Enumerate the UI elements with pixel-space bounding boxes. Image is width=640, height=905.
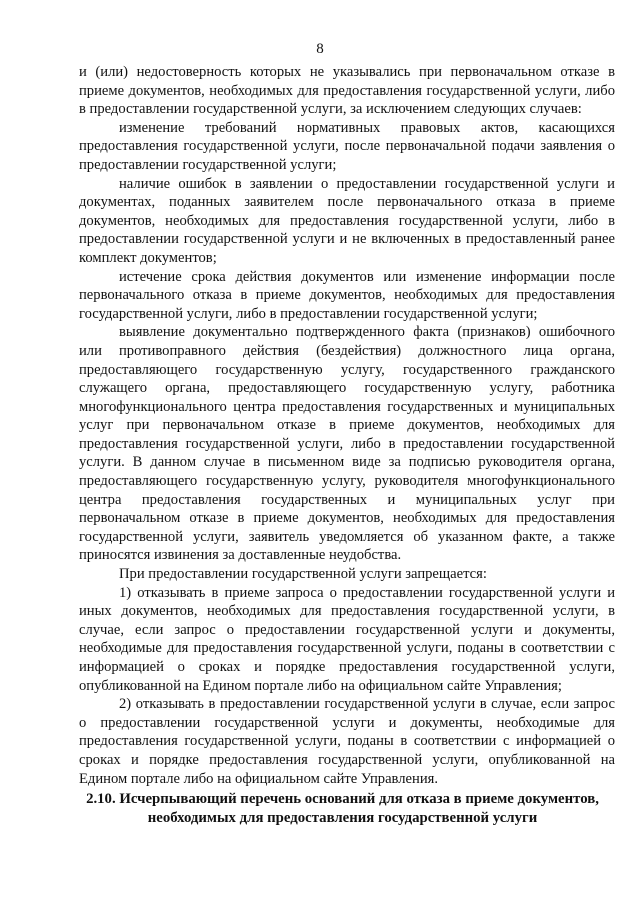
paragraph: и (или) недостоверность которых не указывались при первоначальном отказе в приеме документов, необходимых для предоставления государственной услуги, либо в предоставлении государственной услуги, за исключением следующих случаев:	[79, 64, 615, 118]
paragraph: При предоставлении государственной услуги запрещается:	[119, 566, 487, 583]
list-item: 1) отказывать в приеме запроса о предоставлении государственной услуги и иных документов, необходимых для предоставления государственной услуги, в случае, если запрос о предоставлении государственной услуги и документы, необходимые для предоставления государственной услуги, поданы в соответствии с информацией о сроках и порядке предоставления государственной услуги, опубликованной на Едином портале либо на официальном сайте Управления;	[79, 584, 615, 694]
paragraph: изменение требований нормативных правовых актов, касающихся предоставления государственной услуги, после первоначальной подачи заявления о предоставлении государственной услуги;	[79, 119, 615, 173]
list-item: 2) отказывать в предоставлении государственной услуги в случае, если запрос о предоставлении государственной услуги и документы, необходимые для предоставления государственной услуги, поданы в соответствии с информацией о сроках и порядке предоставления государственной услуги, опубликованной на Едином портале либо на официальном сайте Управления.	[79, 696, 615, 787]
paragraph: выявление документально подтвержденного факта (признаков) ошибочного или противоправного действия (бездействия) должностного лица органа, предоставляющего государственную услугу, государственного гражданского служащего органа, предоставляющего государственную услугу, работника многофункционального центра предоставления государственных и муниципальных услуг при первоначальном отказе в приеме документов, необходимых для предоставления государственной услуги, либо в предоставлении государственной услуги. В данном случае в письменном виде за подписью руководителя органа, предоставляющего государственную услугу, руководителя многофункционального центра предоставления государственных и муниципальных услуг при первоначальном отказе в приеме документов, необходимых для предоставления государственной услуги, заявитель уведомляется об указанном факте, а также приносятся извинения за доставленные неудобства.	[79, 324, 615, 564]
paragraph: наличие ошибок в заявлении о предоставлении государственной услуги и документах, поданных заявителем после первоначального отказа в приеме документов, необходимых для предоставления государственной услуги, либо в предоставлении государственной услуги и не включенных в предоставленный ранее комплект документов;	[79, 175, 615, 266]
section-heading: 2.10. Исчерпывающий перечень оснований для отказа в приеме документов, необходимых для предоставления государственной услуги	[86, 791, 599, 826]
paragraph: истечение срока действия документов или изменение информации после первоначального отказа в приеме документов, необходимых для предоставления государственной услуги, либо в предоставлении государственной услуги;	[79, 268, 615, 322]
body-text	[79, 63, 615, 788]
page-number: 8	[316, 41, 324, 57]
